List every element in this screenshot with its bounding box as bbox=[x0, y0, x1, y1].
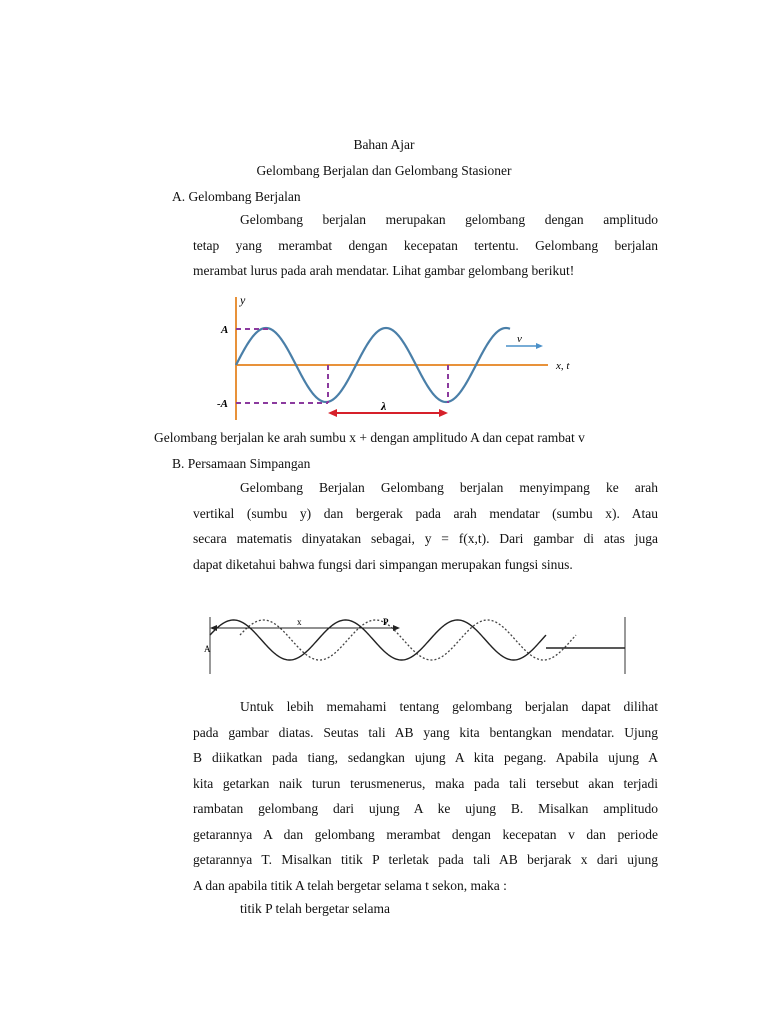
paragraph-line: rambatan gelombang dari ujung A ke ujung B. Misalkan amplitudo bbox=[193, 801, 658, 816]
paragraph-line: getarannya T. Misalkan titik P terletak pada tali AB berjarak x dari ujung bbox=[193, 852, 658, 867]
paragraph-line: kita getarkan naik turun terusmenerus, maka pada tali tersebut akan terjadi bbox=[193, 775, 658, 791]
negative-amplitude-label: -A bbox=[217, 398, 228, 410]
amplitude-label: A bbox=[221, 324, 229, 336]
paragraph-line: merambat lurus pada arah mendatar. Lihat gambar gelombang berikut! bbox=[193, 263, 575, 278]
velocity-label: v bbox=[517, 333, 522, 345]
doc-title: Bahan Ajar bbox=[353, 137, 415, 152]
figure-rope-wave bbox=[200, 612, 640, 677]
point-p-label: P bbox=[383, 617, 389, 627]
paragraph-line: Gelombang berjalan merupakan gelombang dengan amplitudo bbox=[240, 212, 658, 227]
wavelength-label: λ bbox=[381, 399, 387, 413]
wavelength-arrowhead-left bbox=[328, 409, 337, 417]
paragraph-line: tetap yang merambat dengan kecepatan tertentu. Gelombang berjalan bbox=[193, 237, 658, 253]
dotted-wave bbox=[240, 620, 576, 660]
paragraph-line: secara matematis dinyatakan sebagai, y = f(x,t). Dari gambar di atas juga bbox=[193, 531, 658, 546]
point-a-label: A bbox=[204, 644, 211, 654]
velocity-arrowhead bbox=[536, 343, 543, 349]
wavelength-arrowhead-right bbox=[439, 409, 448, 417]
doc-subtitle: Gelombang Berjalan dan Gelombang Stasioner bbox=[256, 163, 512, 178]
section-a-paragraph bbox=[193, 207, 658, 284]
section-a-heading: A. Gelombang Berjalan bbox=[172, 189, 301, 204]
paragraph-last-line: titik P telah bergetar selama bbox=[240, 901, 390, 916]
x-axis-label: x, t bbox=[556, 360, 570, 372]
figure-traveling-wave bbox=[210, 292, 580, 422]
figure-1-caption: Gelombang berjalan ke arah sumbu x + dengan amplitudo A dan cepat rambat v bbox=[154, 430, 585, 445]
paragraph-line: dapat diketahui bahwa fungsi dari simpangan merupakan fungsi sinus. bbox=[193, 556, 573, 572]
solid-wave bbox=[210, 620, 546, 660]
paragraph-3 bbox=[193, 694, 658, 898]
paragraph-line: B diikatkan pada tiang, sedangkan ujung A kita pegang. Apabila ujung A bbox=[193, 750, 658, 765]
y-axis-label: y bbox=[240, 293, 246, 307]
section-b-heading: B. Persamaan Simpangan bbox=[172, 456, 311, 471]
distance-arrowhead-left bbox=[210, 625, 217, 631]
section-b-paragraph bbox=[193, 475, 658, 577]
paragraph-line: A dan apabila titik A telah bergetar selama t sekon, maka : bbox=[193, 877, 507, 893]
paragraph-line: Untuk lebih memahami tentang gelombang berjalan dapat dilihat bbox=[240, 699, 658, 714]
paragraph-line: getarannya A dan gelombang merambat dengan kecepatan v dan periode bbox=[193, 826, 658, 842]
distance-arrowhead-right bbox=[393, 625, 400, 631]
paragraph-line: vertikal (sumbu y) dan bergerak pada arah mendatar (sumbu x). Atau bbox=[193, 505, 658, 521]
distance-x-label: x bbox=[297, 617, 302, 627]
paragraph-line: Gelombang Berjalan Gelombang berjalan menyimpang ke arah bbox=[240, 480, 658, 495]
paragraph-line: pada gambar diatas. Seutas tali AB yang kita bentangkan mendatar. Ujung bbox=[193, 724, 658, 740]
